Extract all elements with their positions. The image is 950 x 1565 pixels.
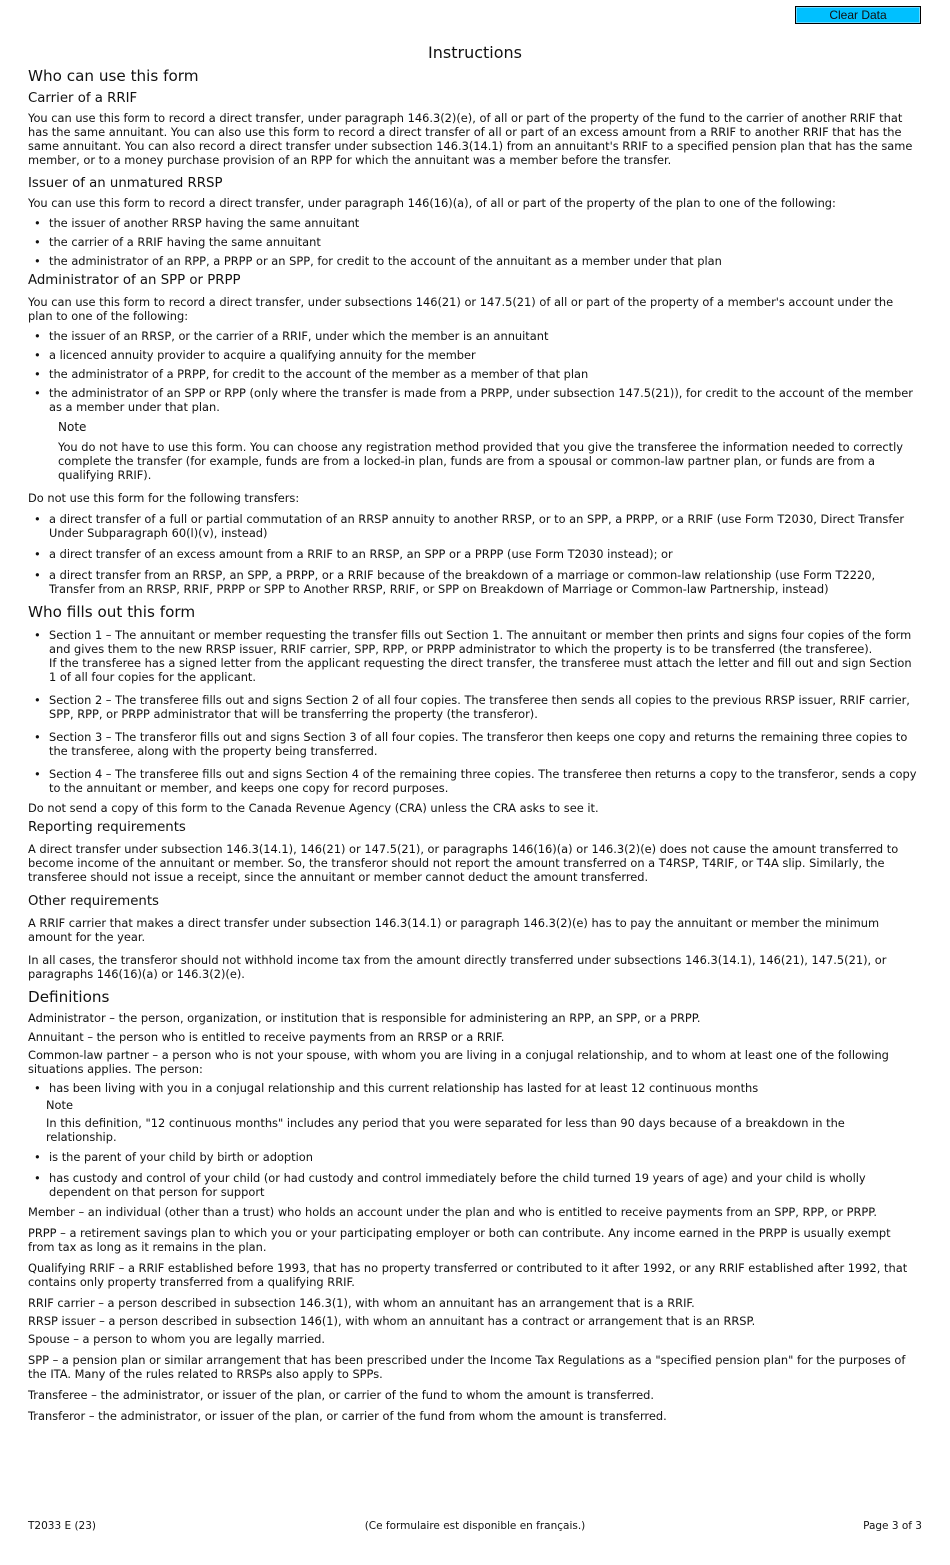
list-item: • Section 3 – The transferor fills out and signs Section 3 of all four copies. The transferor then keeps one copy and returns the remaining three copies to the transferee, along with the property being transferred. — [28, 730, 918, 758]
def-transferor: Transferor – the administrator, or issuer of the plan, or carrier of the fund from whom the amount is transferred. — [28, 1409, 667, 1423]
list-item: • the issuer of another RRSP having the same annuitant — [28, 216, 918, 230]
def-rrsp-issuer: RRSP issuer – a person described in subsection 146(1), with whom an annuitant has a contract or arrangement that is an RRSP. — [28, 1314, 756, 1328]
def-member: Member – an individual (other than a trust) who holds an account under the plan and who is entitled to receive payments from an SPP, RPP, or PRPP. — [28, 1205, 877, 1219]
def-prpp: PRPP – a retirement savings plan to which you or your participating employer or both can contribute. Any income earned in the PRPP is usually exempt from tax as long as it remains in the plan. — [28, 1226, 891, 1254]
def-rrif-carrier: RRIF carrier – a person described in subsection 146.3(1), with whom an annuitant has an arrangement that is a RRIF. — [28, 1296, 695, 1310]
list-item: • the administrator of an RPP, a PRPP or an SPP, for credit to the account of the annuitant as a member under that plan — [28, 254, 918, 268]
page-number: Page 3 of 3 — [863, 1520, 922, 1532]
definitions-heading: Definitions — [28, 988, 110, 1006]
note-text: You do not have to use this form. You can choose any registration method provided that you give the transferee the information needed to correctly complete the transfer (for example, funds are from a locked-in plan, funds are from a spousal or common-law partner plan, or funds are from a qualifying RRIF). — [58, 440, 904, 482]
list-item: • a direct transfer from an RRSP, an SPP, a PRPP, or a RRIF because of the breakdown of a marriage or common-law relationship (use Form T2220, Transfer from an RRSP, RRIF, PRPP or SPP to Another RRSP, RRIF, or SPP on Breakdown of Marriage or Common-law Partnership, instead) — [28, 568, 918, 596]
list-item: • has been living with you in a conjugal relationship and this current relationship has lasted for at least 12 continuous months — [28, 1081, 918, 1095]
carrier-rrif-heading: Carrier of a RRIF — [28, 91, 138, 106]
who-fills-list — [28, 628, 918, 795]
french-availability-note: (Ce formulaire est disponible en français.) — [364, 1520, 586, 1532]
def-common-law: Common-law partner – a person who is not your spouse, with whom you are living in a conjugal relationship, and to whom at least one of the following situations applies. The person: — [28, 1048, 889, 1076]
who-can-use-heading: Who can use this form — [28, 67, 199, 85]
list-item: • a direct transfer of an excess amount from a RRIF to an RRSP, an SPP or a PRPP (use Form T2030 instead); or — [28, 547, 918, 561]
reporting-text: A direct transfer under subsection 146.3(14.1), 146(21) or 147.5(21), or paragraphs 146(16)(a) or 146.3(2)(e) does not cause the amount transferred to become income of the annuitant or member. So, the transferor should not report the amount transferred on a T4RSP, T4RIF, or T4A slip. Similarly, the transferee should not issue a receipt, since the annuitant or member cannot deduct the amount transferred. — [28, 842, 899, 884]
list-item: • a direct transfer of a full or partial commutation of an RRSP annuity to another RRSP, or to an SPP, a PRPP, or a RRIF (use Form T2030, Direct Transfer Under Subparagraph 60(l)(v), instead) — [28, 512, 918, 540]
admin-spp-text: You can use this form to record a direct transfer, under subsections 146(21) or 147.5(21) of all or part of the property of a member's account under the plan to one of the following: — [28, 295, 894, 323]
issuer-rrsp-text: You can use this form to record a direct transfer, under paragraph 146(16)(a), of all or part of the property of the plan to one of the following: — [28, 196, 836, 210]
other-text-2: In all cases, the transferor should not withhold income tax from the amount directly transferred under subsections 146.3(14.1), 146(21), 147.5(21), or paragraphs 146(16)(a) or 146.3(2)(e). — [28, 953, 887, 981]
form-id: T2033 E (23) — [28, 1520, 96, 1532]
page-footer — [28, 1520, 922, 1534]
instructions-content — [28, 66, 918, 1428]
section1-extra: If the transferee has a signed letter from the applicant requesting the direct transfer, the transferee must attach the letter and fill out and sign Section 1 of all four copies for the applicant. — [49, 656, 912, 684]
admin-spp-heading: Administrator of an SPP or PRPP — [28, 273, 241, 288]
def-annuitant: Annuitant – the person who is entitled to receive payments from an RRSP or a RRIF. — [28, 1030, 505, 1044]
list-item: • is the parent of your child by birth or adoption — [28, 1150, 918, 1164]
common-law-note — [46, 1098, 918, 1144]
def-spouse: Spouse – a person to whom you are legally married. — [28, 1332, 326, 1346]
carrier-rrif-text: You can use this form to record a direct transfer, under paragraph 146.3(2)(e), of all or part of the property of the fund to the carrier of another RRIF that has the same annuitant. You can also use this form to record a direct transfer of all or part of an excess amount from a RRIF to another RRIF that has the same annuitant. You can also record a direct transfer under subsection 146.3(14.1) from an annuitant's RRIF to a specified pension plan that has the same member, or to a money purchase provision of an RPP for which the annuitant was a member before the transfer. — [28, 111, 913, 167]
admin-spp-list — [28, 329, 918, 414]
list-item: • the administrator of an SPP or RPP (only where the transfer is made from a PRPP, under subsection 147.5(21)), for credit to the account of the member as a member under that plan. — [28, 386, 918, 414]
def-transferee: Transferee – the administrator, or issuer of the plan, or carrier of the fund to whom the amount is transferred. — [28, 1388, 655, 1402]
common-law-list — [28, 1081, 918, 1095]
other-text-1: A RRIF carrier that makes a direct transfer under subsection 146.3(14.1) or paragraph 146.3(2)(e) has to pay the annuitant or member the minimum amount for the year. — [28, 916, 880, 944]
do-not-send-text: Do not send a copy of this form to the Canada Revenue Agency (CRA) unless the CRA asks to see it. — [28, 801, 599, 815]
admin-note — [58, 420, 918, 482]
note-title: Note — [46, 1098, 73, 1112]
do-not-use-list — [28, 512, 918, 596]
note-title: Note — [58, 420, 87, 434]
list-item: • has custody and control of your child (or had custody and control immediately before the child turned 19 years of age) and your child is wholly dependent on that person for support — [28, 1171, 918, 1199]
issuer-rrsp-list — [28, 216, 918, 268]
def-administrator: Administrator – the person, organization, or institution that is responsible for administering an RPP, an SPP, or a PRPP. — [28, 1011, 701, 1025]
do-not-use-text: Do not use this form for the following transfers: — [28, 491, 300, 505]
note-text: In this definition, "12 continuous months" includes any period that you were separated for less than 90 days because of a breakdown in the relationship. — [46, 1116, 845, 1144]
who-fills-heading: Who fills out this form — [28, 603, 196, 621]
list-item: • Section 4 – The transferee fills out and signs Section 4 of the remaining three copies. The transferee then returns a copy to the transferor, sends a copy to the annuitant or member, and keeps one copy for record purposes. — [28, 767, 918, 795]
page-title: Instructions — [428, 43, 522, 62]
list-item: • a licenced annuity provider to acquire a qualifying annuity for the member — [28, 348, 918, 362]
reporting-heading: Reporting requirements — [28, 820, 186, 835]
list-item: • the administrator of a PRPP, for credit to the account of the member as a member of that plan — [28, 367, 918, 381]
issuer-rrsp-heading: Issuer of an unmatured RRSP — [28, 176, 223, 191]
section1-text: Section 1 – The annuitant or member requesting the transfer fills out Section 1. The annuitant or member then prints and signs four copies of the form and gives them to the new RRSP issuer, RRIF carrier, SPP, RPP, or PRPP administrator to which the property is to be transferred (the transferee). — [49, 628, 912, 656]
list-item: • the issuer of an RRSP, or the carrier of a RRIF, under which the member is an annuitant — [28, 329, 918, 343]
other-heading: Other requirements — [28, 894, 159, 909]
clear-data-button[interactable]: Clear Data — [795, 6, 921, 24]
def-spp: SPP – a pension plan or similar arrangement that has been prescribed under the Income Tax Regulations as a "specified pension plan" for the purposes of the ITA. Many of the rules related to RRSPs also apply to SPPs. — [28, 1353, 906, 1381]
list-item: • Section 2 – The transferee fills out and signs Section 2 of all four copies. The transferee then sends all copies to the previous RRSP issuer, RRIF carrier, SPP, RPP, or PRPP administrator that will be transferring the property (the transferor). — [28, 693, 918, 721]
list-item: • the carrier of a RRIF having the same annuitant — [28, 235, 918, 249]
list-item — [28, 628, 918, 684]
common-law-list-2 — [28, 1150, 918, 1199]
def-qualifying-rrif: Qualifying RRIF – a RRIF established before 1993, that has no property transferred or contributed to it after 1992, or any RRIF established after 1992, that contains only property transferred from a qualifying RRIF. — [28, 1261, 908, 1289]
